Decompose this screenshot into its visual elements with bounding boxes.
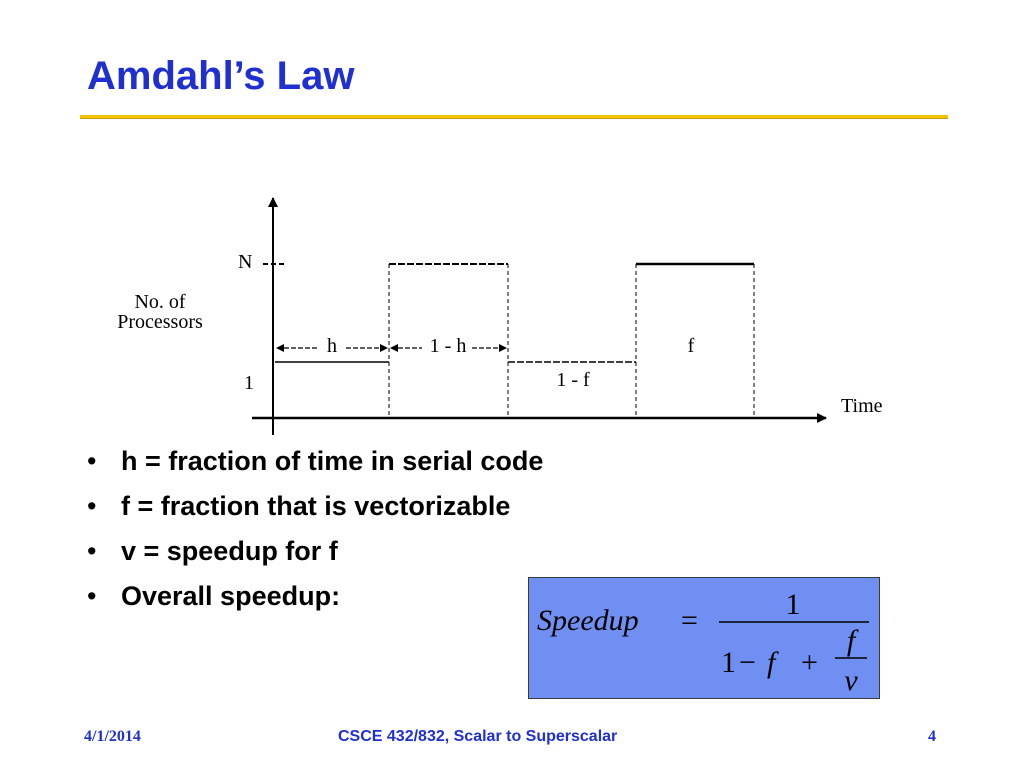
segment-h-label: h [327, 335, 337, 357]
bullet-h-definition: • h = fraction of time in serial code [84, 442, 543, 487]
formula-inner-denominator: v [844, 664, 858, 697]
y-axis-label-line2: Processors [117, 311, 203, 333]
speedup-formula-box [528, 577, 880, 699]
bullet-v-definition: • v = speedup for f [84, 532, 543, 577]
y-top-label: N [238, 251, 253, 273]
x-axis-label: Time [841, 395, 883, 417]
formula-denominator-one: 1 [721, 646, 736, 679]
speedup-formula [529, 578, 879, 698]
formula-lhs: Speedup [537, 604, 639, 637]
formula-inner-numerator: f [846, 624, 856, 657]
formula-plus: + [801, 646, 818, 679]
formula-numerator: 1 [785, 588, 801, 621]
footer-course-title: CSCE 432/832, Scalar to Superscalar [338, 728, 618, 745]
definition-list [84, 442, 543, 622]
footer-date: 4/1/2014 [84, 728, 141, 745]
bullet-overall-speedup: • Overall speedup: [84, 577, 543, 622]
y-bottom-label: 1 [244, 372, 254, 394]
segment-1-minus-f-label: 1 - f [556, 369, 590, 391]
segment-1-minus-h-label: 1 - h [429, 335, 467, 357]
formula-minus: − [739, 646, 756, 679]
segment-f-label: f [687, 335, 695, 357]
bullet-f-definition: • f = fraction that is vectorizable [84, 487, 543, 532]
formula-equals: = [681, 604, 698, 637]
slide-title: Amdahl’s Law [87, 54, 355, 98]
formula-f: f [767, 646, 776, 679]
footer-page-number: 4 [928, 728, 936, 745]
y-axis-label-line1: No. of [134, 291, 186, 313]
